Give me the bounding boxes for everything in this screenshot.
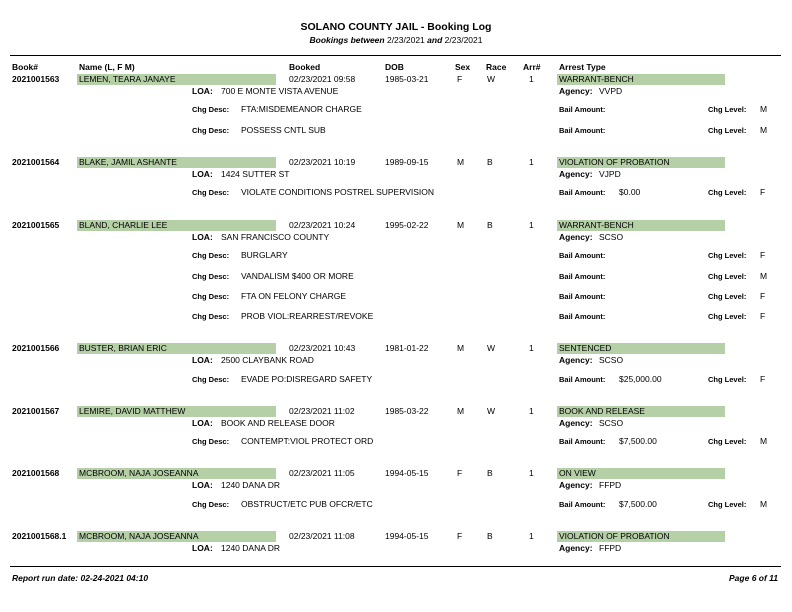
- book-number: 2021001567: [12, 406, 60, 416]
- race: B: [487, 157, 493, 167]
- arrest-type: BOOK AND RELEASE: [557, 406, 725, 417]
- bail-amount-label: Bail Amount:: [559, 292, 606, 301]
- header-divider: [10, 55, 781, 56]
- book-number: 2021001568: [12, 468, 60, 478]
- inmate-name: BLAKE, JAMIL ASHANTE: [77, 157, 276, 168]
- loa-label: LOA:: [192, 418, 213, 428]
- book-number: 2021001566: [12, 343, 60, 353]
- sex: M: [457, 343, 465, 353]
- race: B: [487, 531, 493, 541]
- bail-amount-label: Bail Amount:: [559, 105, 606, 114]
- inmate-name: BUSTER, BRIAN ERIC: [77, 343, 276, 354]
- arrest-number: 1: [529, 343, 534, 353]
- chg-desc-value: POSSESS CNTL SUB: [241, 125, 326, 135]
- booked-datetime: 02/23/2021 11:05: [289, 468, 355, 478]
- chg-level-value: M: [760, 436, 768, 446]
- race: W: [487, 343, 496, 353]
- chg-level-label: Chg Level:: [708, 272, 747, 281]
- sex: F: [457, 468, 463, 478]
- dob: 1985-03-22: [385, 406, 429, 416]
- sex: M: [457, 220, 465, 230]
- bail-amount-value: $0.00: [619, 187, 641, 197]
- book-number: 2021001565: [12, 220, 60, 230]
- footer-divider: [10, 566, 781, 567]
- booked-datetime: 02/23/2021 11:08: [289, 531, 355, 541]
- chg-desc-value: FTA:MISDEMEANOR CHARGE: [241, 104, 362, 114]
- agency-label: Agency:: [559, 86, 593, 96]
- chg-level-label: Chg Level:: [708, 312, 747, 321]
- bail-amount-label: Bail Amount:: [559, 126, 606, 135]
- loa-value: BOOK AND RELEASE DOOR: [221, 418, 335, 428]
- chg-level-label: Chg Level:: [708, 292, 747, 301]
- bail-amount-label: Bail Amount:: [559, 437, 606, 446]
- dob: 1995-02-22: [385, 220, 429, 230]
- race: B: [487, 468, 493, 478]
- loa-value: 1240 DANA DR: [221, 480, 281, 490]
- col-header-dob: DOB: [385, 62, 404, 72]
- sex: F: [457, 74, 463, 84]
- chg-level-value: M: [760, 125, 768, 135]
- col-header-name: Name (L, F M): [79, 62, 135, 72]
- loa-value: 700 E MONTE VISTA AVENUE: [221, 86, 339, 96]
- agency-value: FFPD: [599, 543, 622, 553]
- chg-desc-value: VANDALISM $400 OR MORE: [241, 271, 354, 281]
- report-subtitle: [0, 35, 792, 45]
- inmate-name: BLAND, CHARLIE LEE: [77, 220, 276, 231]
- bail-amount-label: Bail Amount:: [559, 188, 606, 197]
- sex: M: [457, 406, 465, 416]
- inmate-name: MCBROOM, NAJA JOSEANNA: [77, 468, 276, 479]
- chg-desc-label: Chg Desc:: [192, 251, 230, 260]
- chg-desc-value: PROB VIOL:REARREST/REVOKE: [241, 311, 374, 321]
- chg-level-value: F: [760, 311, 766, 321]
- chg-level-label: Chg Level:: [708, 188, 747, 197]
- booked-datetime: 02/23/2021 09:58: [289, 74, 356, 84]
- arrest-type: ON VIEW: [557, 468, 725, 479]
- chg-desc-label: Chg Desc:: [192, 437, 230, 446]
- col-header-book: Book#: [12, 62, 38, 72]
- loa-label: LOA:: [192, 169, 213, 179]
- chg-level-value: M: [760, 104, 768, 114]
- agency-label: Agency:: [559, 232, 593, 242]
- loa-label: LOA:: [192, 86, 213, 96]
- report-run-date: Report run date: 02-24-2021 04:10: [12, 573, 149, 583]
- race: W: [487, 406, 496, 416]
- arrest-type: VIOLATION OF PROBATION: [557, 531, 725, 542]
- arrest-type: VIOLATION OF PROBATION: [557, 157, 725, 168]
- sex: M: [457, 157, 465, 167]
- arrest-number: 1: [529, 157, 534, 167]
- report-title: SOLANO COUNTY JAIL - Booking Log: [300, 21, 492, 33]
- agency-value: SCSO: [599, 232, 624, 242]
- loa-label: LOA:: [192, 480, 213, 490]
- chg-desc-label: Chg Desc:: [192, 188, 230, 197]
- arrest-number: 1: [529, 531, 534, 541]
- book-number: 2021001564: [12, 157, 60, 167]
- chg-desc-label: Chg Desc:: [192, 126, 230, 135]
- chg-level-value: F: [760, 187, 766, 197]
- book-number: 2021001563: [12, 74, 60, 84]
- date-from: 2/23/2021: [386, 35, 425, 45]
- arrest-type: WARRANT-BENCH: [557, 220, 725, 231]
- loa-label: LOA:: [192, 232, 213, 242]
- col-header-arrest-type: Arrest Type: [559, 62, 606, 72]
- arrest-number: 1: [529, 468, 534, 478]
- book-number: 2021001568.1: [12, 531, 67, 541]
- bail-amount-value: $7,500.00: [619, 499, 657, 509]
- page-number: Page 6 of 11: [729, 573, 778, 583]
- inmate-name: LEMEN, TEARA JANAYE: [77, 74, 276, 85]
- chg-level-label: Chg Level:: [708, 500, 747, 509]
- race: B: [487, 220, 493, 230]
- dob: 1981-01-22: [385, 343, 429, 353]
- bail-amount-value: $7,500.00: [619, 436, 657, 446]
- chg-desc-value: FTA ON FELONY CHARGE: [241, 291, 347, 301]
- chg-level-label: Chg Level:: [708, 437, 747, 446]
- agency-label: Agency:: [559, 169, 593, 179]
- dob: 1989-09-15: [385, 157, 429, 167]
- chg-level-value: F: [760, 250, 766, 260]
- arrest-number: 1: [529, 74, 534, 84]
- arrest-number: 1: [529, 220, 534, 230]
- agency-value: SCSO: [599, 418, 624, 428]
- loa-value: 1240 DANA DR: [221, 543, 281, 553]
- chg-desc-value: BURGLARY: [241, 250, 288, 260]
- chg-desc-value: VIOLATE CONDITIONS POSTREL SUPERVISION: [241, 187, 435, 197]
- booked-datetime: 02/23/2021 10:43: [289, 343, 356, 353]
- date-to: 2/23/2021: [444, 35, 483, 45]
- col-header-booked: Booked: [289, 62, 321, 72]
- loa-value: 2500 CLAYBANK ROAD: [221, 355, 314, 365]
- dob: 1994-05-15: [385, 468, 429, 478]
- inmate-name: MCBROOM, NAJA JOSEANNA: [77, 531, 276, 542]
- bail-amount-label: Bail Amount:: [559, 375, 606, 384]
- bail-amount-label: Bail Amount:: [559, 312, 606, 321]
- bail-amount-label: Bail Amount:: [559, 500, 606, 509]
- chg-desc-value: OBSTRUCT/ETC PUB OFCR/ETC: [241, 499, 373, 509]
- chg-desc-label: Chg Desc:: [192, 292, 230, 301]
- chg-level-value: F: [760, 291, 766, 301]
- loa-label: LOA:: [192, 543, 213, 553]
- col-header-race: Race: [486, 62, 507, 72]
- arrest-number: 1: [529, 406, 534, 416]
- bail-amount-label: Bail Amount:: [559, 272, 606, 281]
- agency-value: VVPD: [599, 86, 623, 96]
- chg-level-label: Chg Level:: [708, 251, 747, 260]
- bail-amount-label: Bail Amount:: [559, 251, 606, 260]
- chg-desc-label: Chg Desc:: [192, 312, 230, 321]
- chg-level-value: F: [760, 374, 766, 384]
- agency-label: Agency:: [559, 418, 593, 428]
- arrest-type: SENTENCED: [557, 343, 725, 354]
- dob: 1994-05-15: [385, 531, 429, 541]
- chg-desc-label: Chg Desc:: [192, 272, 230, 281]
- chg-desc-value: EVADE PO:DISREGARD SAFETY: [241, 374, 373, 384]
- agency-label: Agency:: [559, 480, 593, 490]
- race: W: [487, 74, 496, 84]
- agency-label: Agency:: [559, 543, 593, 553]
- loa-value: SAN FRANCISCO COUNTY: [221, 232, 330, 242]
- chg-desc-label: Chg Desc:: [192, 500, 230, 509]
- agency-value: FFPD: [599, 480, 622, 490]
- subtitle-prefix: Bookings between: [309, 35, 385, 45]
- subtitle-and: and: [427, 35, 443, 45]
- bail-amount-value: $25,000.00: [619, 374, 662, 384]
- loa-label: LOA:: [192, 355, 213, 365]
- arrest-type: WARRANT-BENCH: [557, 74, 725, 85]
- booked-datetime: 02/23/2021 10:24: [289, 220, 356, 230]
- inmate-name: LEMIRE, DAVID MATTHEW: [77, 406, 276, 417]
- loa-value: 1424 SUTTER ST: [221, 169, 290, 179]
- booked-datetime: 02/23/2021 11:02: [289, 406, 355, 416]
- chg-level-label: Chg Level:: [708, 126, 747, 135]
- chg-desc-value: CONTEMPT:VIOL PROTECT ORD: [241, 436, 374, 446]
- dob: 1985-03-21: [385, 74, 429, 84]
- col-header-arr: Arr#: [523, 62, 541, 72]
- sex: F: [457, 531, 463, 541]
- chg-level-value: M: [760, 499, 768, 509]
- chg-desc-label: Chg Desc:: [192, 375, 230, 384]
- chg-level-value: M: [760, 271, 768, 281]
- agency-value: SCSO: [599, 355, 624, 365]
- chg-level-label: Chg Level:: [708, 375, 747, 384]
- agency-label: Agency:: [559, 355, 593, 365]
- booked-datetime: 02/23/2021 10:19: [289, 157, 356, 167]
- chg-level-label: Chg Level:: [708, 105, 747, 114]
- chg-desc-label: Chg Desc:: [192, 105, 230, 114]
- col-header-sex: Sex: [455, 62, 471, 72]
- agency-value: VJPD: [599, 169, 621, 179]
